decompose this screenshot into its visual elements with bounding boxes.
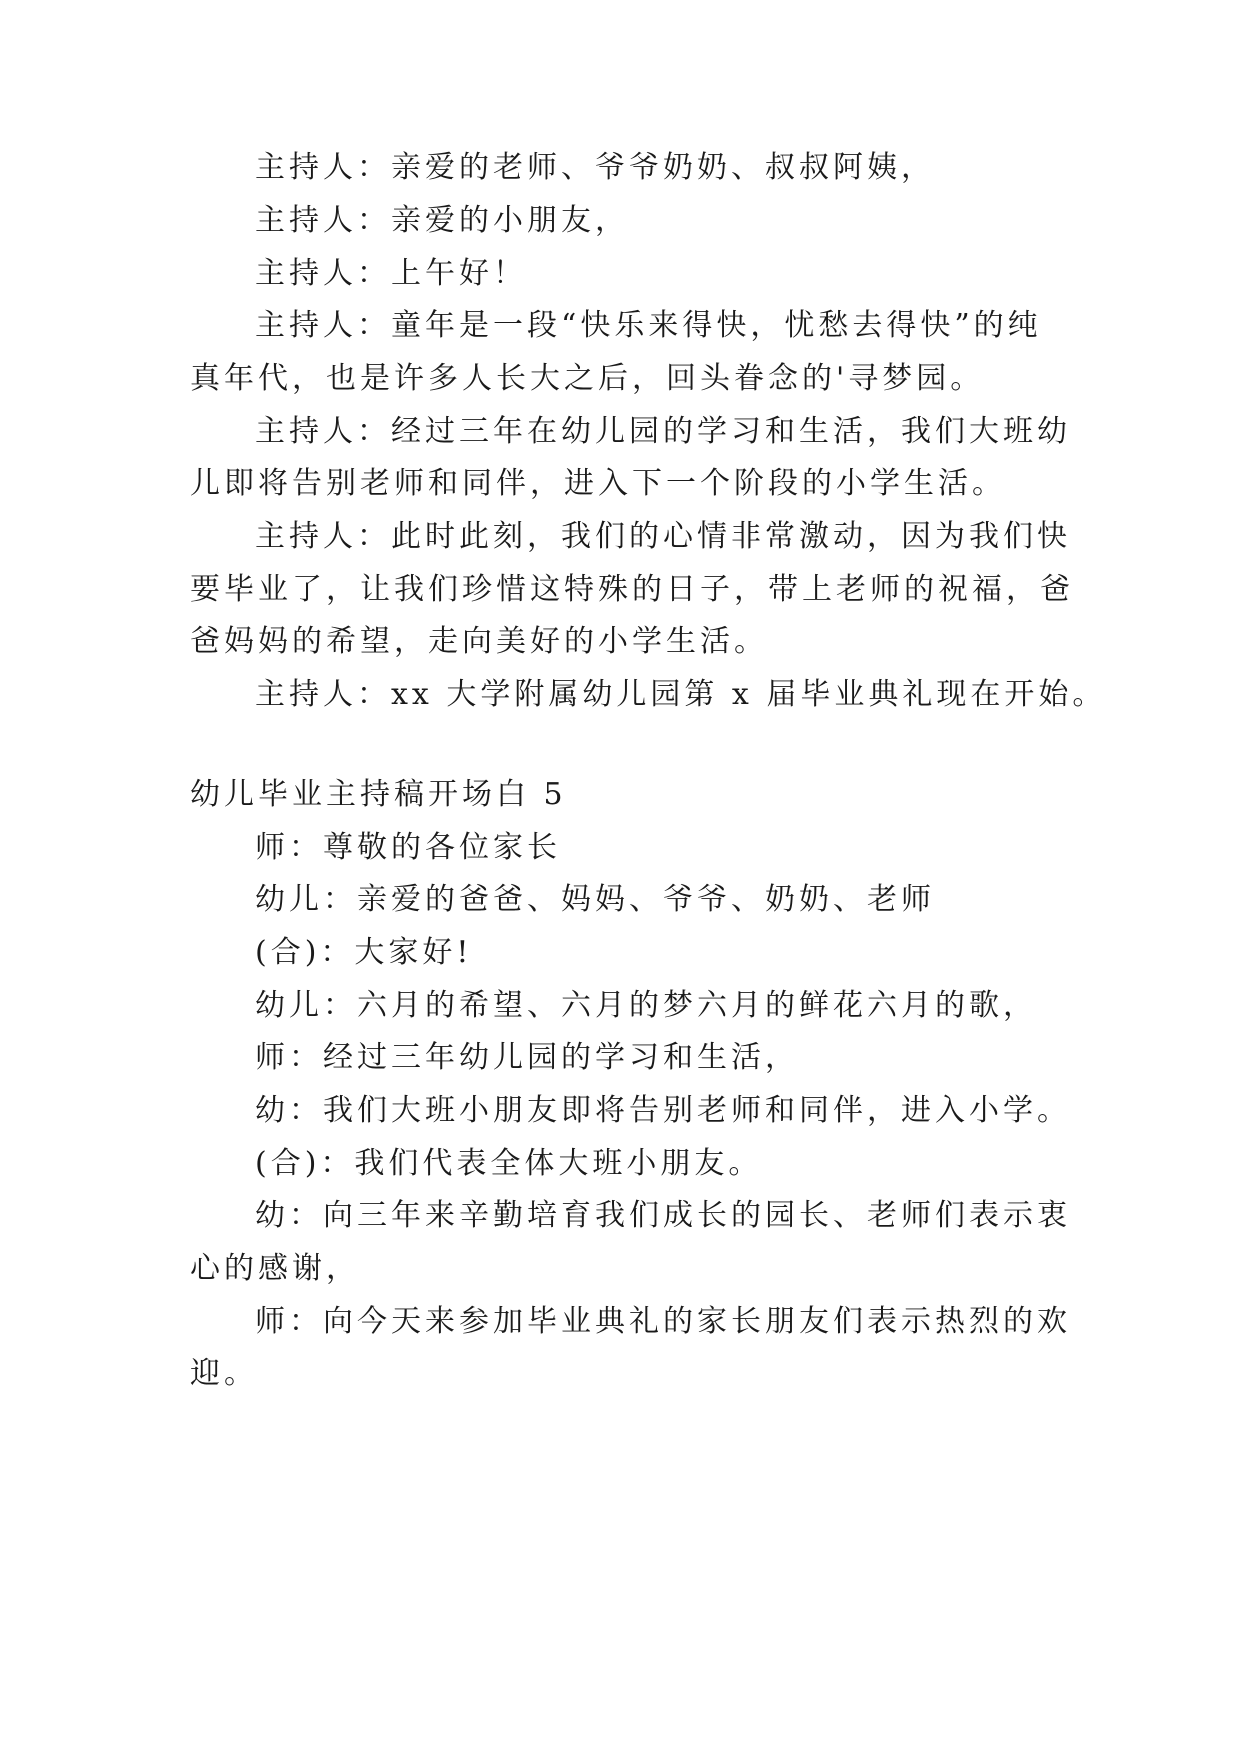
paragraph-line: 幼：向三年来辛勤培育我们成长的园长、老师们表示衷 xyxy=(255,1198,1071,1233)
paragraph-line: 师：尊敬的各位家长 xyxy=(255,830,561,865)
paragraph-line: 幼：我们大班小朋友即将告别老师和同伴，进入小学。 xyxy=(255,1093,1071,1128)
paragraph-line: (合)：我们代表全体大班小朋友。 xyxy=(255,1146,763,1181)
paragraph-line: 主持人：xx 大学附属幼儿园第 x 届毕业典礼现在开始。 xyxy=(255,677,1107,712)
paragraph-line: 心的感谢， xyxy=(190,1251,360,1286)
paragraph-line: 幼儿：六月的希望、六月的梦六月的鲜花六月的歌， xyxy=(255,988,1037,1023)
paragraph-line: 主持人：童年是一段“快乐来得快，忧愁去得快”的纯 xyxy=(255,308,1042,343)
paragraph-line: 主持人：亲爱的老师、爷爷奶奶、叔叔阿姨， xyxy=(255,150,935,185)
paragraph-line: 爸妈妈的希望，走向美好的小学生活。 xyxy=(190,624,768,659)
paragraph-line: 主持人：亲爱的小朋友， xyxy=(255,203,629,238)
paragraph-line: 主持人：此时此刻，我们的心情非常激动，因为我们快 xyxy=(255,519,1071,554)
paragraph-line: 真年代，也是许多人长大之后，回头眷念的'寻梦园。 xyxy=(190,361,985,396)
paragraph-line: 儿即将告别老师和同伴，进入下一个阶段的小学生活。 xyxy=(190,466,1006,501)
paragraph-line: (合)：大家好! xyxy=(255,935,473,970)
paragraph-line: 师：经过三年幼儿园的学习和生活， xyxy=(255,1040,799,1075)
paragraph-line: 幼儿：亲爱的爸爸、妈妈、爷爷、奶奶、老师 xyxy=(255,882,935,917)
paragraph-line: 要毕业了，让我们珍惜这特殊的日子，带上老师的祝福，爸 xyxy=(190,572,1074,607)
section-heading: 幼儿毕业主持稿开场白 5 xyxy=(190,777,567,812)
paragraph-line: 师：向今天来参加毕业典礼的家长朋友们表示热烈的欢 xyxy=(255,1304,1071,1339)
paragraph-line: 主持人：经过三年在幼儿园的学习和生活，我们大班幼 xyxy=(255,414,1071,449)
paragraph-line: 迎。 xyxy=(190,1356,258,1391)
paragraph-line: 主持人：上午好！ xyxy=(255,256,527,291)
